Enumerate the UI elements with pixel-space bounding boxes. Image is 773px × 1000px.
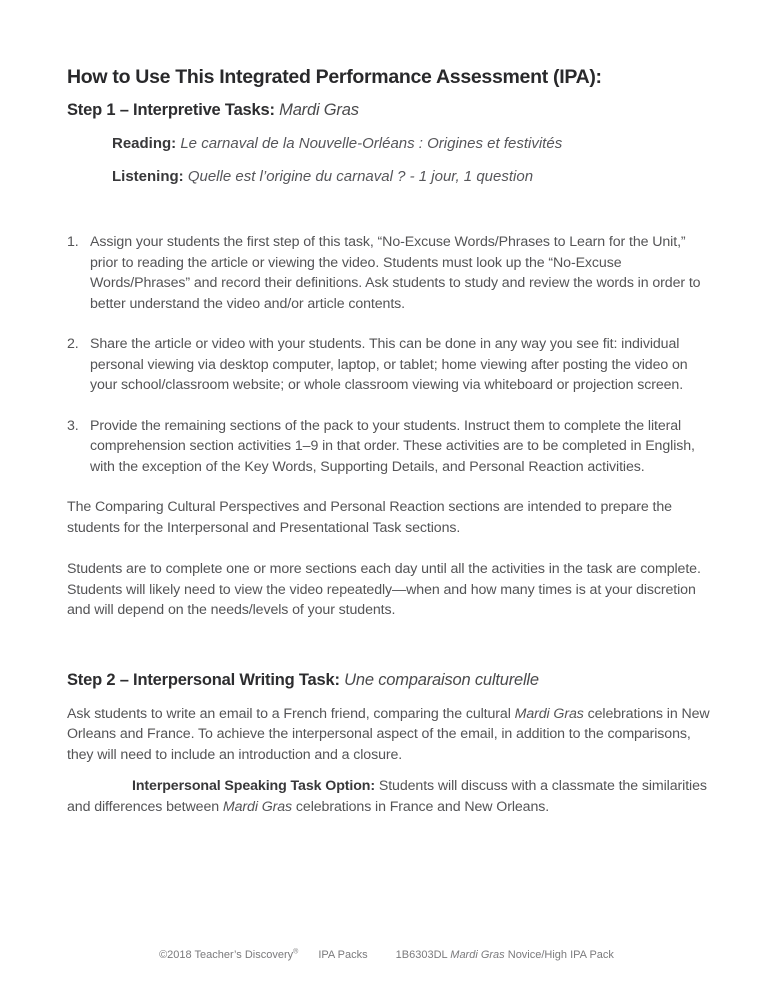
- reading-title: Le carnaval de la Nouvelle-Orléans : Origines et festivités: [180, 135, 563, 152]
- listening-title: Quelle est l’origine du carnaval ? - 1 jour, 1 question: [187, 168, 534, 185]
- footer-sku: 1B6303DL: [395, 949, 451, 961]
- reading-label: Reading:: [112, 135, 181, 152]
- step1-heading: [67, 99, 712, 121]
- page-footer: [0, 948, 773, 962]
- step2-intro-paragraph: [67, 704, 712, 766]
- list-item-text: Share the article or video with your students. This can be done in any way you see fit: individual personal viewing via desktop computer, laptop, or tablet; home viewing after posting the video on your school/classroom website; or whole classroom viewing via whiteboard or projection screen.: [90, 336, 688, 393]
- speaking-option-text: celebrations in France and New Orleans.: [292, 798, 550, 815]
- list-item-text: Provide the remaining sections of the pack to your students. Instruct them to complete the literal comprehension section activities 1–9 in that order. These activities are to be completed in English, with the exception of the Key Words, Supporting Details, and Personal Reaction activities.: [90, 417, 695, 475]
- speaking-option-text: Students will discuss with a classmate the similarities and differences between: [67, 778, 707, 815]
- step2-heading-topic: Une comparaison culturelle: [344, 670, 539, 689]
- step1-heading-topic: Mardi Gras: [279, 101, 359, 119]
- footer-sku-title: Mardi Gras: [450, 949, 505, 961]
- speaking-option-italic: Mardi Gras: [222, 798, 293, 815]
- speaking-option-paragraph: [67, 776, 712, 817]
- step2-heading: [67, 669, 712, 691]
- step1-heading-label: Step 1 – Interpretive Tasks:: [67, 101, 280, 119]
- footer-series: IPA Packs: [318, 949, 368, 961]
- pacing-paragraph: Students are to complete one or more sections each day until all the activities in the task are complete. Students will likely need to view the video repeatedly—when and how many times is at your discretion and will depend on the needs/levels of your students.: [67, 561, 701, 618]
- comparing-paragraph: The Comparing Cultural Perspectives and Personal Reaction sections are intended to prepare the students for the Interpersonal and Presentational Task sections.: [67, 499, 672, 536]
- registered-mark: ®: [293, 948, 299, 956]
- list-item: [67, 416, 712, 478]
- list-item: [67, 334, 712, 396]
- listening-line: [112, 166, 712, 187]
- reading-line: [112, 133, 712, 154]
- footer-sku-suffix: Novice/High IPA Pack: [504, 949, 614, 961]
- list-item-text: Assign your students the first step of this task, “No-Excuse Words/Phrases to Learn for the Unit,” prior to reading the article or viewing the video. Students must look up the “No-Excuse Words/Phrases” and record their definitions. Ask students to study and review the words in order to better understand the video and/or article contents.: [90, 234, 701, 312]
- step2-heading-label: Step 2 – Interpersonal Writing Task:: [67, 670, 345, 689]
- footer-copyright-text: ©2018 Teacher’s Discovery: [159, 949, 294, 961]
- list-item: [67, 232, 712, 314]
- list-item-number: 1.: [67, 234, 79, 250]
- listening-label: Listening:: [112, 168, 188, 185]
- document-content: [67, 0, 712, 817]
- speaking-option-label: Interpersonal Speaking Task Option:: [132, 778, 379, 794]
- step2-intro-text: Ask students to write an email to a French friend, comparing the cultural: [67, 705, 515, 722]
- list-item-number: 3.: [67, 417, 79, 434]
- instruction-list: [67, 232, 712, 477]
- step2-intro-text: celebrations in New Orleans and France. To achieve the interpersonal aspect of the email, in addition to the comparisons, they will need to include an introduction and a closure.: [67, 705, 710, 763]
- footer-sku-line: [396, 948, 614, 962]
- list-item-number: 2.: [67, 336, 79, 352]
- footer-copyright: [159, 948, 298, 962]
- step2-intro-italic: Mardi Gras: [514, 705, 584, 722]
- page-title: How to Use This Integrated Performance Assessment (IPA):: [67, 66, 602, 88]
